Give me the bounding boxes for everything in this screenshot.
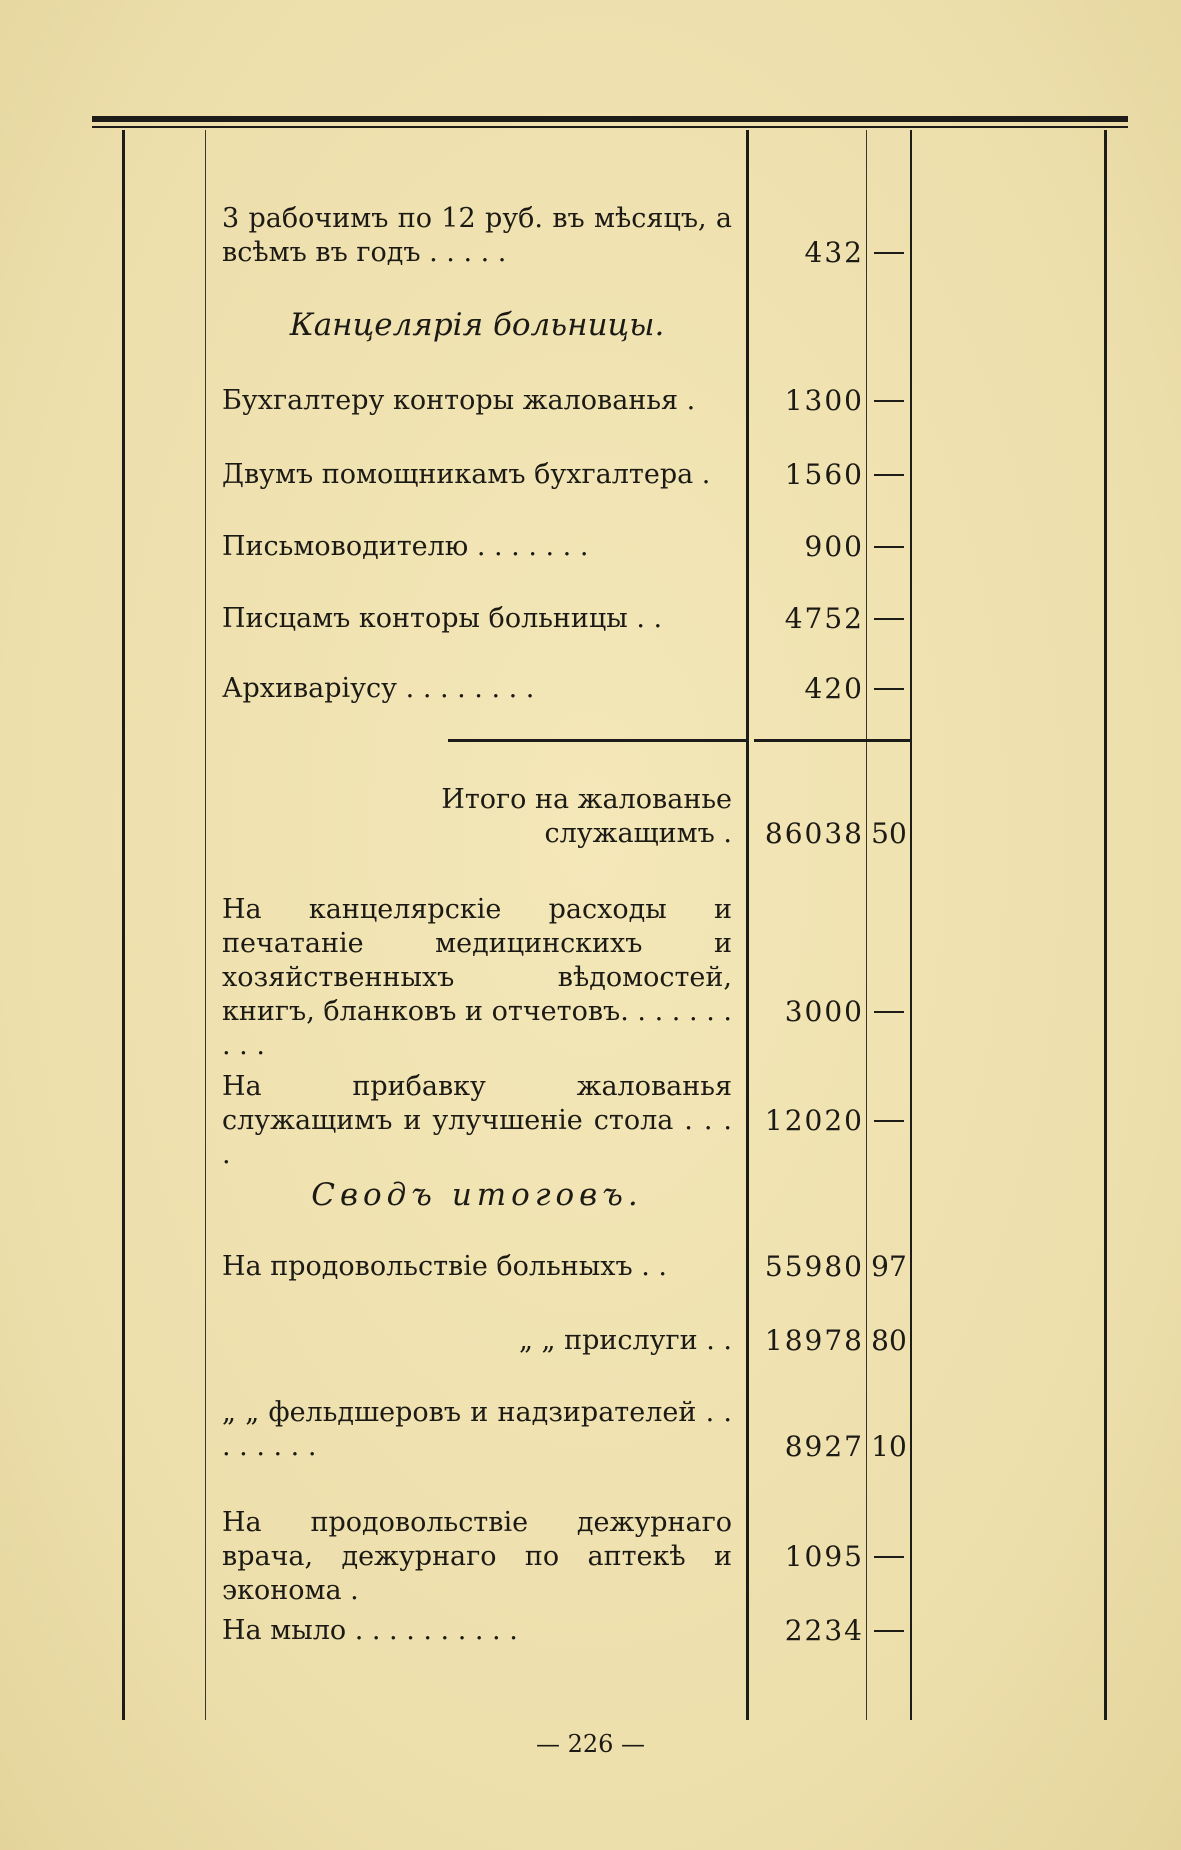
row-rubles: 55980 bbox=[764, 1250, 864, 1283]
row-rubles: 2234 bbox=[784, 1614, 864, 1647]
row-rubles: 3000 bbox=[784, 995, 864, 1028]
rubles-column-rule bbox=[746, 130, 749, 1720]
section-heading-chancery: Канцелярія больницы. bbox=[289, 307, 665, 343]
row-description: На продовольствіе дежурнаго врача, дежурнаго по аптекѣ и эконома . bbox=[222, 1507, 732, 1606]
subtotal-rule bbox=[448, 739, 746, 742]
row-rubles: 8927 bbox=[784, 1430, 864, 1463]
kopecks-column-rule bbox=[866, 130, 867, 1720]
row-rubles: 12020 bbox=[764, 1104, 864, 1137]
subtotal-rule-amount bbox=[754, 739, 910, 742]
row-description: Письмоводителю . . . . . . . bbox=[222, 531, 589, 562]
row-kopecks-dash bbox=[868, 458, 910, 476]
row-rubles: 432 bbox=[804, 236, 864, 269]
row-description: 3 рабочимъ по 12 руб. въ мѣсяцъ, а всѣмъ въ годъ . . . . . bbox=[222, 203, 732, 268]
row-description: Двумъ помощникамъ бухгалтера . bbox=[222, 459, 711, 490]
row-kopecks: 97 bbox=[871, 1250, 907, 1283]
row-rubles: 86038 bbox=[764, 817, 864, 850]
right-inner-rule bbox=[910, 130, 912, 1720]
row-description: Бухгалтеру конторы жалованья . bbox=[222, 385, 696, 416]
row-description: Итого на жалованье служащимъ . bbox=[441, 784, 732, 849]
row-rubles: 1560 bbox=[784, 458, 864, 491]
left-border-rule bbox=[122, 130, 125, 1720]
row-description: Писцамъ конторы больницы . . bbox=[222, 603, 663, 634]
row-rubles: 18978 bbox=[764, 1324, 864, 1357]
row-kopecks: 80 bbox=[871, 1324, 907, 1357]
row-kopecks: 50 bbox=[871, 817, 907, 850]
row-description: „ „ прислуги . . bbox=[518, 1325, 732, 1356]
row-kopecks-dash bbox=[868, 384, 910, 402]
row-description: На канцелярскіе расходы и печатаніе медицинскихъ и хозяйственныхъ вѣдомостей, книгъ, бланковъ и отчетовъ. . . . . . . . . . bbox=[222, 894, 732, 1061]
row-rubles: 4752 bbox=[784, 602, 864, 635]
row-kopecks-dash bbox=[868, 672, 910, 690]
section-heading-summary: Сводъ итоговъ. bbox=[311, 1177, 643, 1213]
top-rule-thin bbox=[92, 126, 1128, 128]
row-description: На продовольствіе больныхъ . . bbox=[222, 1251, 667, 1282]
right-border-rule bbox=[1104, 130, 1107, 1720]
row-kopecks-dash bbox=[868, 530, 910, 548]
row-kopecks-dash bbox=[868, 602, 910, 620]
row-kopecks-dash bbox=[868, 236, 910, 254]
row-rubles: 1300 bbox=[784, 384, 864, 417]
row-description: На прибавку жалованья служащимъ и улучшеніе стола . . . . bbox=[222, 1071, 732, 1170]
row-rubles: 900 bbox=[804, 530, 864, 563]
row-kopecks-dash bbox=[868, 1104, 910, 1122]
row-kopecks-dash bbox=[868, 1540, 910, 1558]
page-number: — 226 — bbox=[535, 1730, 646, 1758]
row-description: На мыло . . . . . . . . . . bbox=[222, 1615, 518, 1646]
row-description: Архиваріусу . . . . . . . . bbox=[222, 673, 535, 704]
top-rule bbox=[92, 116, 1128, 122]
row-rubles: 1095 bbox=[784, 1540, 864, 1573]
row-kopecks-dash bbox=[868, 995, 910, 1013]
left-inner-rule bbox=[205, 130, 206, 1720]
row-description: „ „ фельдшеровъ и надзирателей . . . . . . . . bbox=[222, 1397, 732, 1462]
row-kopecks-dash bbox=[868, 1614, 910, 1632]
row-rubles: 420 bbox=[804, 672, 864, 705]
row-kopecks: 10 bbox=[871, 1430, 907, 1463]
